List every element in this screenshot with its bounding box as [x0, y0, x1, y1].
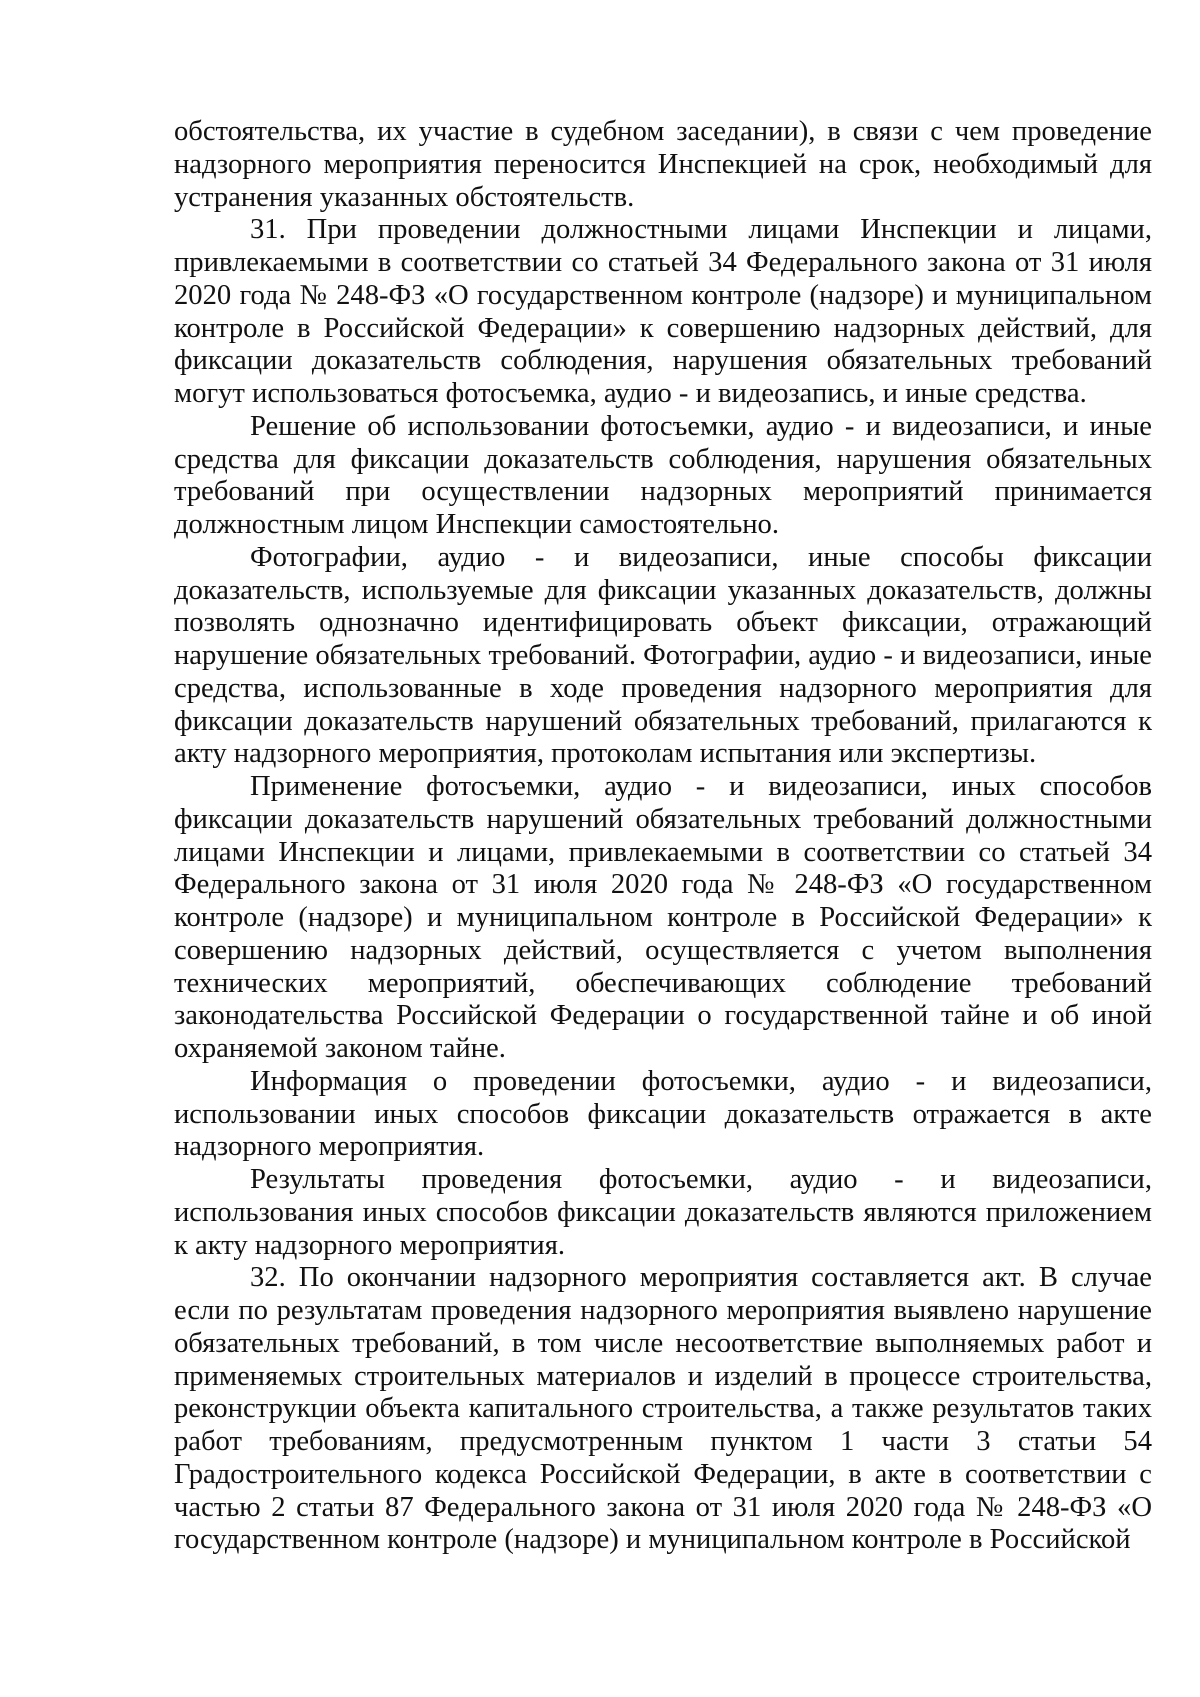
paragraph-application: Применение фотосъемки, аудио - и видеозаписи, иных способов фиксации доказательств нарушений обязательных требований должностными лицами Инспекции и лицами, привлекаемыми в соответствии со статьей 34 Федерального закона от 31 июля 2020 года № 248-ФЗ «О государственном контроле (надзоре) и муниципальном контроле в Российской Федерации» к совершению надзорных действий, осуществляется с учетом выполнения технических мероприятий, обеспечивающих соблюдение требований законодательства Российской Федерации о государственной тайне и об иной охраняемой законом тайне.: [174, 771, 1152, 1064]
paragraph-clause-31: 31. При проведении должностными лицами Инспекции и лицами, привлекаемыми в соответствии со статьей 34 Федерального закона от 31 июля 2020 года № 248-ФЗ «О государственном контроле (надзоре) и муниципальном контроле в Российской Федерации» к совершению надзорных действий, для фиксации доказательств соблюдения, нарушения обязательных требований могут использоваться фотосъемка, аудио - и видеозапись, и иные средства.: [174, 214, 1152, 409]
paragraph-continuation: обстоятельства, их участие в судебном заседании), в связи с чем проведение надзорного мероприятия переносится Инспекцией на срок, необходимый для устранения указанных обстоятельств.: [174, 116, 1152, 213]
paragraph-results: Результаты проведения фотосъемки, аудио - и видеозаписи, использования иных способов фиксации доказательств являются приложением к акту надзорного мероприятия.: [174, 1164, 1152, 1261]
paragraph-decision: Решение об использовании фотосъемки, аудио - и видеозаписи, и иные средства для фиксации доказательств соблюдения, нарушения обязательных требований при осуществлении надзорных мероприятий принимается должностным лицом Инспекции самостоятельно.: [174, 410, 1152, 540]
paragraph-photos: Фотографии, аудио - и видеозаписи, иные способы фиксации доказательств, используемые для фиксации указанных доказательств, должны позволять однозначно идентифицировать объект фиксации, отражающий нарушение обязательных требований. Фотографии, аудио - и видеозаписи, иные средства, использованные в ходе проведения надзорного мероприятия для фиксации доказательств нарушений обязательных требований, прилагаются к акту надзорного мероприятия, протоколам испытания или экспертизы.: [174, 541, 1152, 770]
paragraph-clause-32: 32. По окончании надзорного мероприятия составляется акт. В случае если по результатам проведения надзорного мероприятия выявлено нарушение обязательных требований, в том числе несоответствие выполняемых работ и применяемых строительных материалов и изделий в процессе строительства, реконструкции объекта капитального строительства, а также результатов таких работ требованиям, предусмотренным пунктом 1 части 3 статьи 54 Градостроительного кодекса Российской Федерации, в акте в соответствии с частью 2 статьи 87 Федерального закона от 31 июля 2020 года № 248-ФЗ «О государственном контроле (надзоре) и муниципальном контроле в Российской: [174, 1262, 1152, 1556]
paragraph-information: Информация о проведении фотосъемки, аудио - и видеозаписи, использовании иных способов фиксации доказательств отражается в акте надзорного мероприятия.: [174, 1065, 1152, 1163]
document-body: [174, 116, 1152, 1557]
